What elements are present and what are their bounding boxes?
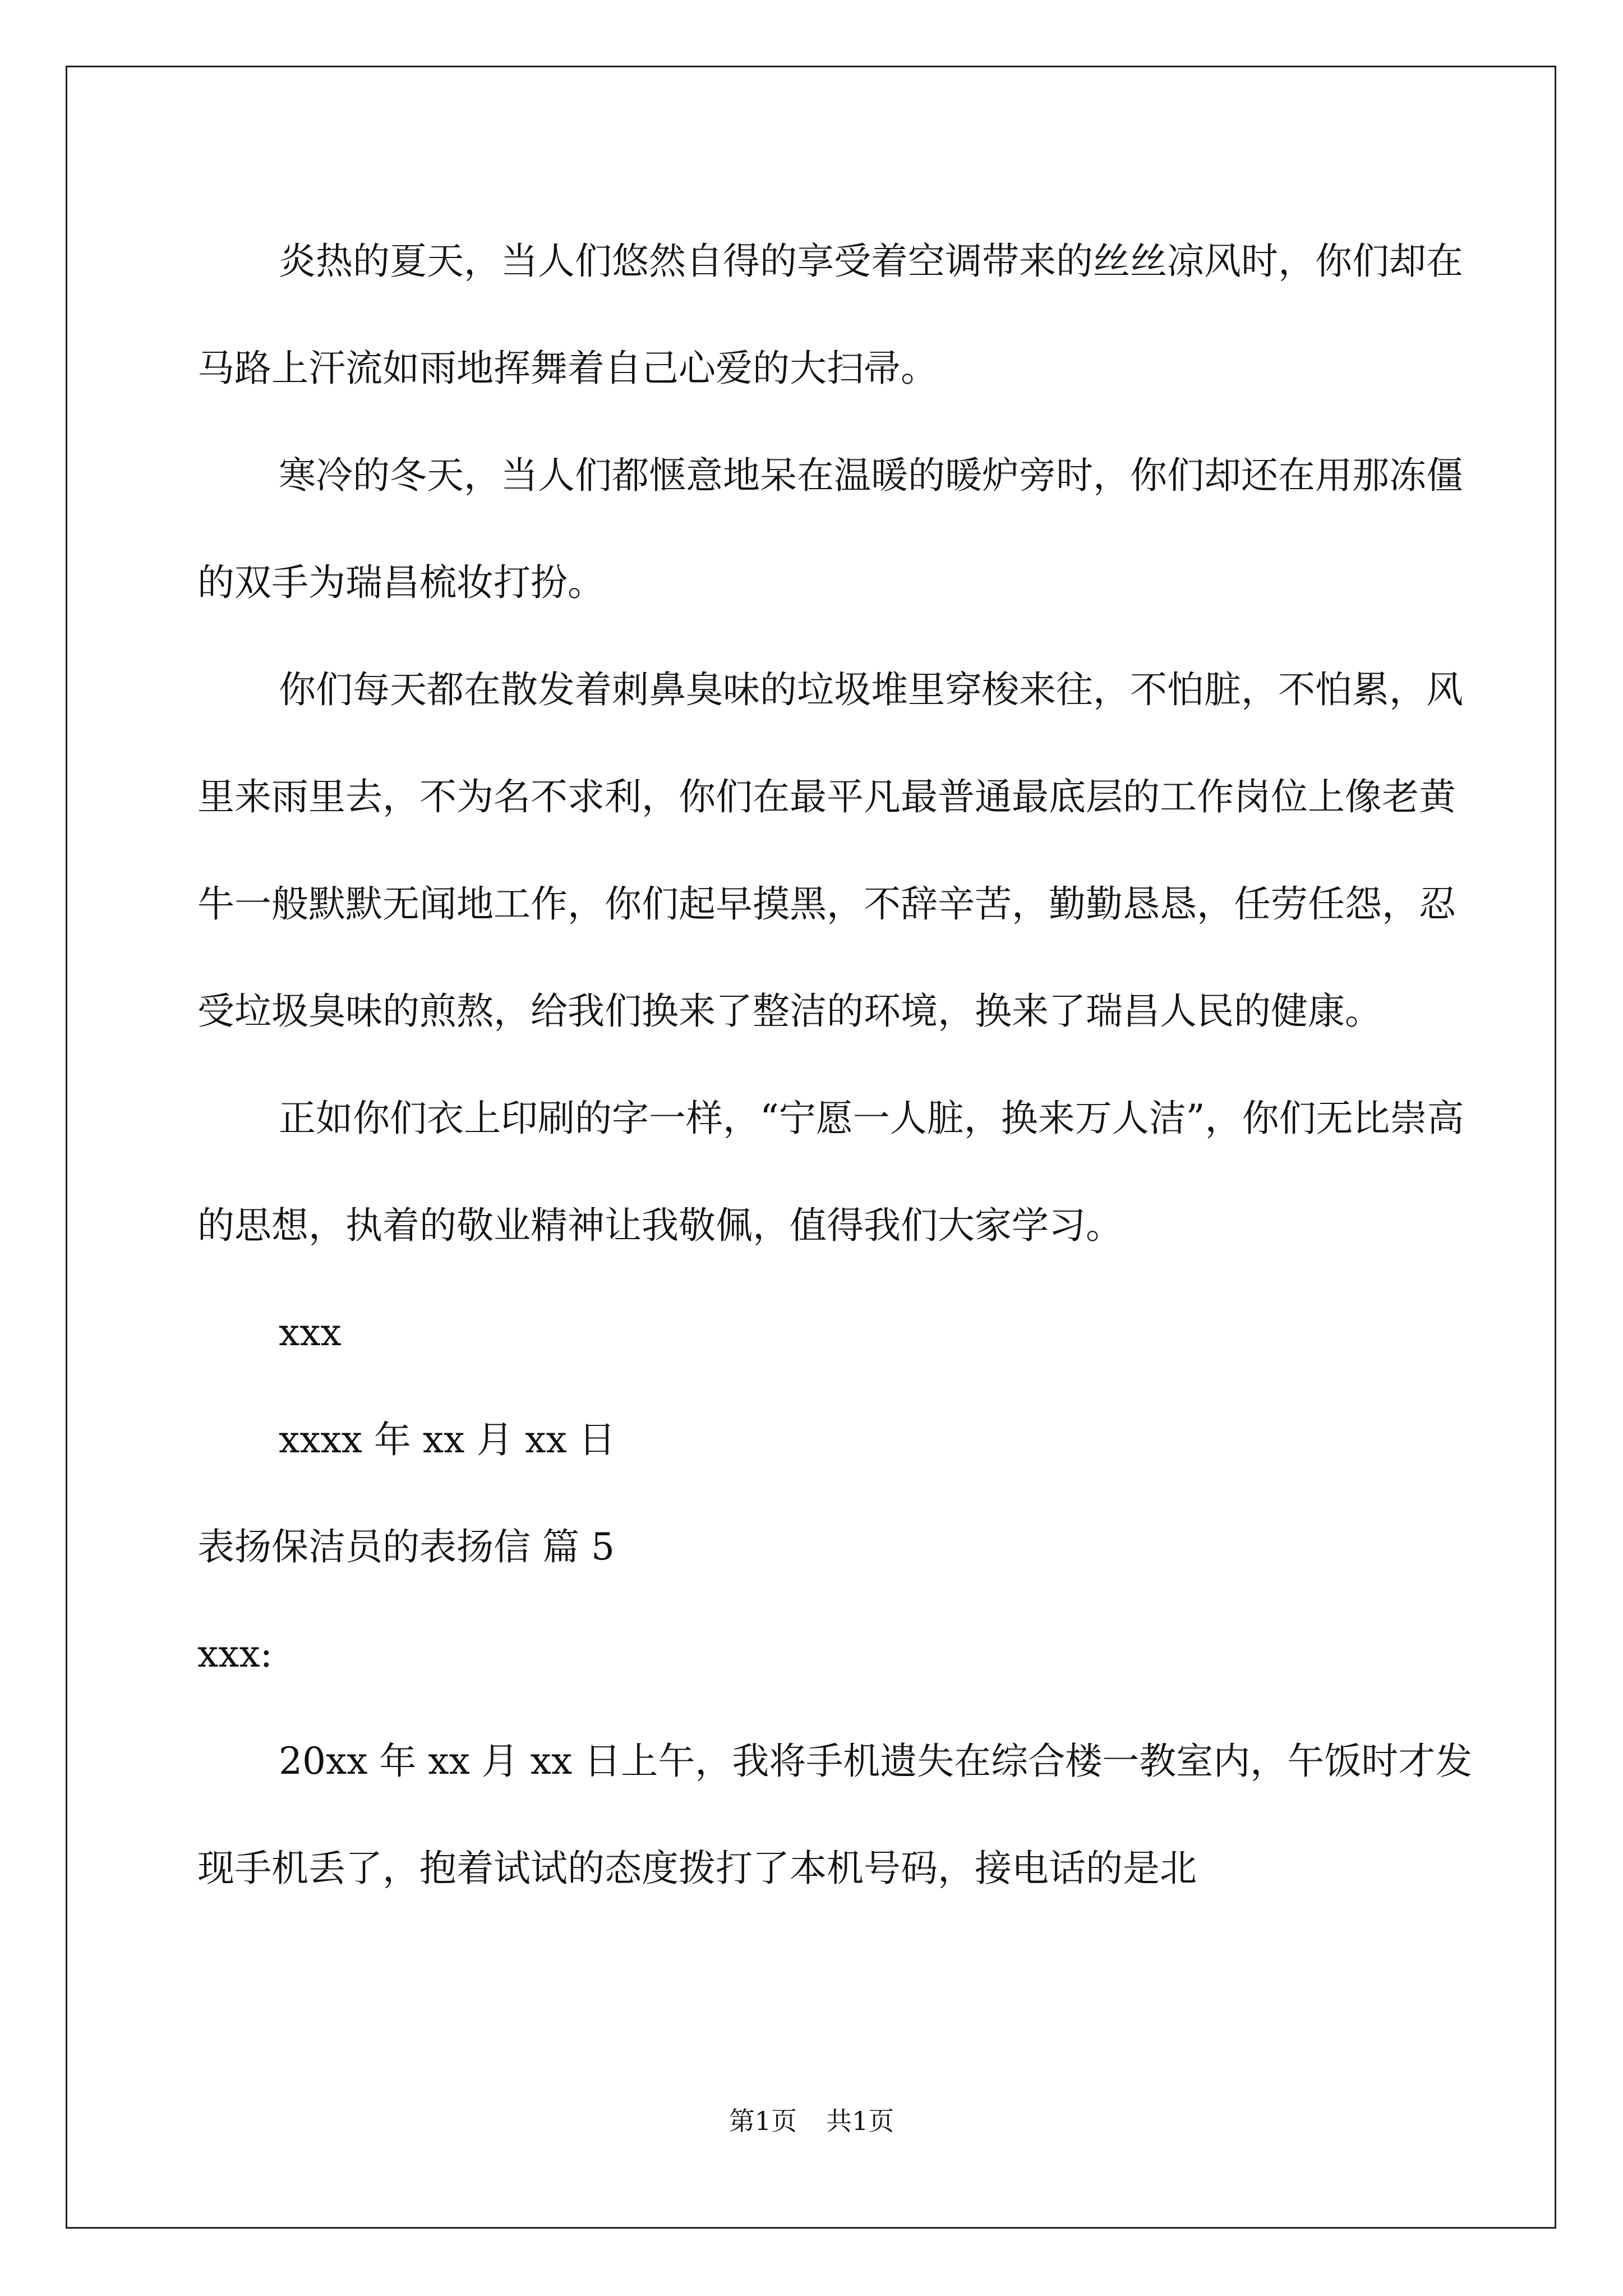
page-footer (0, 2101, 1623, 2138)
signature-name: xxx (279, 1311, 342, 1354)
paragraph-daily-work: 你们每天都在散发着刺鼻臭味的垃圾堆里穿梭来往，不怕脏，不怕累，风里来雨里去，不为名不求利，你们在最平凡最普通最底层的工作岗位上像老黄牛一般默默无闻地工作，你们起早摸黑，不辞辛苦，勤勤恳恳，任劳任怨，忍受垃圾臭味的煎熬，给我们换来了整洁的环境，换来了瑞昌人民的健康。 (197, 668, 1463, 1033)
paragraph-lost-phone: 20xx 年 xx 月 xx 日上午，我将手机遗失在综合楼一教室内，午饭时才发现手机丢了，抱着试试的态度拨打了本机号码，接电话的是北 (197, 1740, 1473, 1890)
paragraph-summer: 炎热的夏天，当人们悠然自得的享受着空调带来的丝丝凉风时，你们却在马路上汗流如雨地挥舞着自己心爱的大扫帚。 (197, 240, 1463, 390)
page-total: 共1页 (826, 2106, 895, 2136)
paragraph-slogan: 正如你们衣上印刷的字一样，“宁愿一人脏，换来万人洁”，你们无比崇高的思想，执着的敬业精神让我敬佩，值得我们大家学习。 (197, 1097, 1464, 1247)
page-number: 第1页 (728, 2106, 797, 2136)
salutation: xxx: (197, 1632, 273, 1676)
paragraph-winter: 寒冷的冬天，当人们都惬意地呆在温暖的暖炉旁时，你们却还在用那冻僵的双手为瑞昌梳妆打扮。 (197, 454, 1463, 604)
signature-date: xxxx 年 xx 月 xx 日 (279, 1418, 616, 1461)
section-heading: 表扬保洁员的表扬信 篇 5 (197, 1525, 615, 1568)
document-body (197, 208, 1487, 1922)
